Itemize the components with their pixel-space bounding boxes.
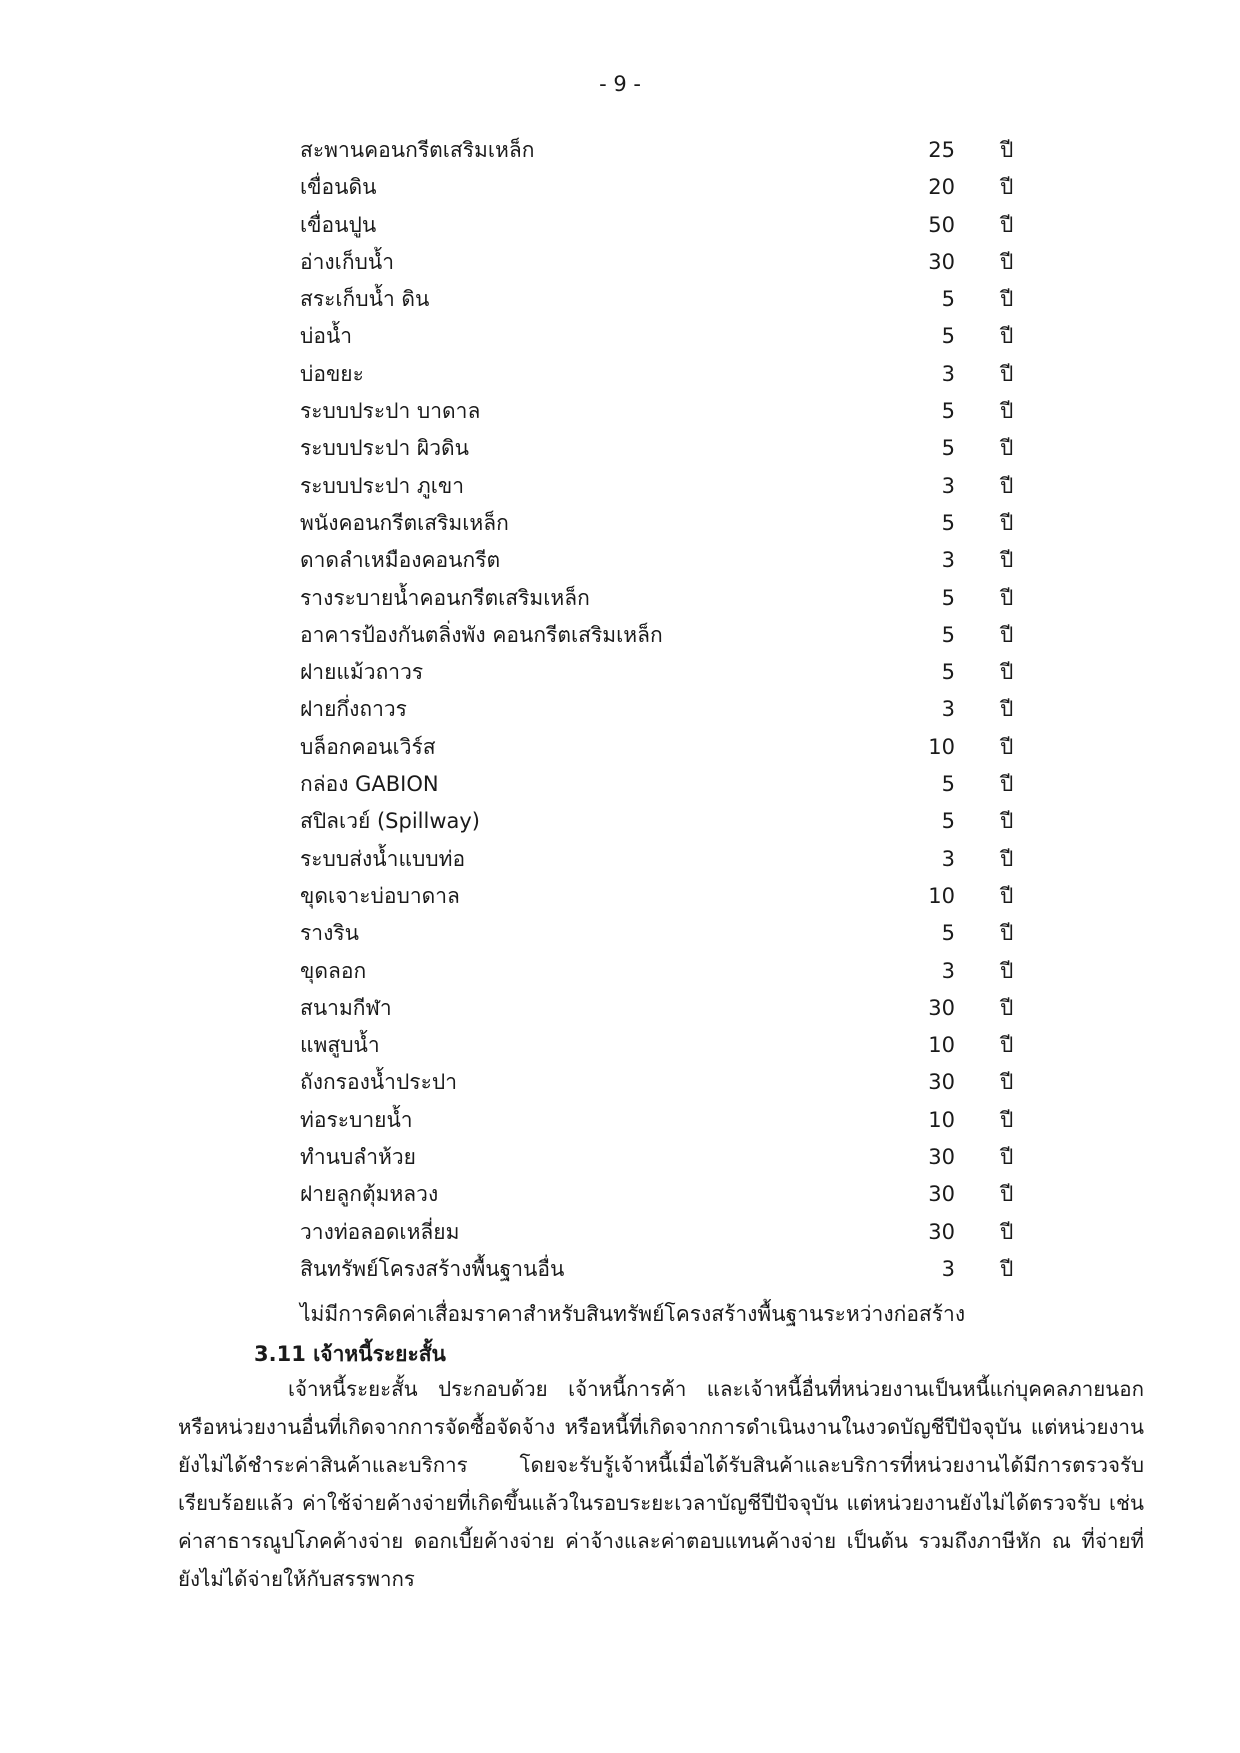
asset-name: บล็อกคอนเวิร์ส (300, 734, 436, 759)
asset-year-unit: ปี (1000, 212, 1014, 237)
asset-year-unit: ปี (1000, 175, 1014, 200)
paragraph-line: ค่าสาธารณูปโภคค้างจ่าย ดอกเบี้ยค้างจ่าย ค่าจ้างและค่าตอบแทนค้างจ่าย เป็นต้น รวมถึงภาษีหัก ณ ที่จ่ายที่ (178, 1529, 1144, 1553)
asset-row (300, 1214, 1040, 1251)
asset-year-unit: ปี (1000, 473, 1014, 498)
asset-useful-life-years: 10 (928, 883, 955, 908)
asset-useful-life-years: 30 (928, 249, 955, 274)
asset-year-unit: ปี (1000, 1182, 1014, 1207)
asset-row (300, 803, 1040, 840)
asset-row (300, 654, 1040, 691)
paragraph-line: ยังไม่ได้ชำระค่าสินค้าและบริการ โดยจะรับรู้เจ้าหนี้เมื่อได้รับสินค้าและบริการที่หน่วยงานได้มีการตรวจรับ (178, 1453, 1144, 1477)
asset-year-unit: ปี (1000, 921, 1014, 946)
asset-name: กล่อง GABION (300, 772, 439, 797)
asset-useful-life-years: 5 (941, 287, 955, 312)
asset-row (300, 468, 1040, 505)
asset-useful-life-years: 5 (941, 399, 955, 424)
asset-useful-life-years: 3 (941, 697, 955, 722)
asset-year-unit: ปี (1000, 734, 1014, 759)
asset-name: ฝายแม้วถาวร (300, 660, 424, 685)
asset-year-unit: ปี (1000, 622, 1014, 647)
asset-row (300, 766, 1040, 803)
asset-row (300, 207, 1040, 244)
asset-name: สปิลเวย์ (Spillway) (300, 809, 480, 834)
asset-useful-life-years: 25 (928, 138, 955, 162)
asset-useful-life-years: 30 (928, 1182, 955, 1207)
asset-year-unit: ปี (1000, 548, 1014, 573)
asset-name: ระบบประปา ภูเขา (300, 473, 465, 498)
paragraph-line: เรียบร้อยแล้ว ค่าใช้จ่ายค้างจ่ายที่เกิดขึ้นแล้วในรอบระยะเวลาบัญชีปีปัจจุบัน แต่หน่วยงานยังไม่ได้ตรวจรับ เช่น (178, 1491, 1144, 1515)
asset-useful-life-years: 5 (941, 660, 955, 685)
asset-year-unit: ปี (1000, 1033, 1014, 1058)
asset-name: พนังคอนกรีตเสริมเหล็ก (300, 510, 509, 535)
asset-name: ขุดลอก (300, 958, 367, 983)
asset-row (300, 1139, 1040, 1176)
asset-name: สนามกีฬา (300, 995, 392, 1020)
asset-row (300, 318, 1040, 355)
asset-name: รางริน (300, 921, 359, 946)
asset-name: รางระบายน้ำคอนกรีตเสริมเหล็ก (300, 585, 590, 610)
asset-name: ระบบประปา บาดาล (300, 399, 481, 424)
asset-year-unit: ปี (1000, 697, 1014, 722)
asset-useful-life-years: 20 (928, 175, 955, 200)
paragraph-line: หรือหน่วยงานอื่นที่เกิดจากการจัดซื้อจัดจ้าง หรือหนี้ที่เกิดจากการดำเนินงานในงวดบัญชีปีปัจจุบัน แต่หน่วยงาน (178, 1415, 1144, 1439)
paragraph-line: ยังไม่ได้จ่ายให้กับสรรพากร (178, 1567, 415, 1591)
asset-useful-life-years: 30 (928, 1219, 955, 1244)
asset-name: แพสูบน้ำ (300, 1033, 380, 1058)
asset-name: บ่อน้ำ (300, 324, 353, 349)
asset-name: ฝายลูกตุ้มหลวง (300, 1182, 439, 1207)
asset-useful-life-years: 30 (928, 995, 955, 1020)
asset-year-unit: ปี (1000, 958, 1014, 983)
asset-row (300, 580, 1040, 617)
asset-name: ถังกรองน้ำประปา (300, 1070, 457, 1095)
asset-row (300, 915, 1040, 952)
asset-useful-life-years: 3 (941, 473, 955, 498)
asset-useful-life-years: 10 (928, 734, 955, 759)
asset-year-unit: ปี (1000, 138, 1014, 162)
section-heading: 3.11 เจ้าหนี้ระยะสั้น (254, 1342, 446, 1366)
asset-useful-life-years: 3 (941, 1256, 955, 1281)
asset-year-unit: ปี (1000, 361, 1014, 386)
asset-row (300, 132, 1040, 169)
asset-row (300, 1064, 1040, 1101)
page-number: - 9 - (599, 72, 641, 96)
asset-year-unit: ปี (1000, 1256, 1014, 1281)
asset-useful-life-years: 3 (941, 958, 955, 983)
asset-row (300, 281, 1040, 318)
asset-year-unit: ปี (1000, 324, 1014, 349)
asset-row (300, 1251, 1040, 1288)
asset-useful-life-years: 5 (941, 585, 955, 610)
asset-row (300, 356, 1040, 393)
asset-name: ฝายกึ่งถาวร (300, 697, 407, 722)
asset-row (300, 1102, 1040, 1139)
asset-row (300, 617, 1040, 654)
asset-year-unit: ปี (1000, 809, 1014, 834)
asset-row (300, 990, 1040, 1027)
asset-year-unit: ปี (1000, 846, 1014, 871)
asset-row (300, 244, 1040, 281)
asset-name: วางท่อลอดเหลี่ยม (300, 1219, 460, 1244)
asset-name: บ่อขยะ (300, 361, 364, 386)
asset-useful-life-years: 5 (941, 324, 955, 349)
asset-row (300, 542, 1040, 579)
section-body (178, 1370, 1144, 1598)
asset-name: ระบบประปา ผิวดิน (300, 436, 469, 461)
asset-useful-life-years: 5 (941, 510, 955, 535)
asset-year-unit: ปี (1000, 1145, 1014, 1170)
asset-useful-life-years: 5 (941, 436, 955, 461)
asset-year-unit: ปี (1000, 249, 1014, 274)
asset-year-unit: ปี (1000, 399, 1014, 424)
asset-year-unit: ปี (1000, 1107, 1014, 1132)
asset-name: สินทรัพย์โครงสร้างพื้นฐานอื่น (300, 1256, 565, 1281)
asset-useful-life-years: 30 (928, 1145, 955, 1170)
asset-useful-life-years: 10 (928, 1107, 955, 1132)
asset-name: ดาดลำเหมืองคอนกรีต (300, 548, 501, 573)
asset-year-unit: ปี (1000, 510, 1014, 535)
asset-row (300, 505, 1040, 542)
asset-useful-life-years: 10 (928, 1033, 955, 1058)
asset-name: ระบบส่งน้ำแบบท่อ (300, 846, 466, 871)
asset-name: อาคารป้องกันตลิ่งพัง คอนกรีตเสริมเหล็ก (300, 622, 663, 647)
asset-year-unit: ปี (1000, 995, 1014, 1020)
asset-year-unit: ปี (1000, 883, 1014, 908)
asset-year-unit: ปี (1000, 436, 1014, 461)
asset-useful-life-years: 5 (941, 809, 955, 834)
paragraph-line: เจ้าหนี้ระยะสั้น ประกอบด้วย เจ้าหนี้การค้า และเจ้าหนี้อื่นที่หน่วยงานเป็นหนี้แก่บุคคลภายนอก (288, 1377, 1144, 1401)
asset-useful-life-years: 50 (928, 212, 955, 237)
asset-row (300, 169, 1040, 206)
asset-year-unit: ปี (1000, 1219, 1014, 1244)
asset-row (300, 953, 1040, 990)
asset-name: ทำนบลำห้วย (300, 1145, 416, 1170)
asset-useful-life-years: 5 (941, 921, 955, 946)
asset-year-unit: ปี (1000, 585, 1014, 610)
asset-useful-life-years: 5 (941, 622, 955, 647)
asset-row (300, 1176, 1040, 1213)
asset-year-unit: ปี (1000, 660, 1014, 685)
asset-year-unit: ปี (1000, 772, 1014, 797)
asset-year-unit: ปี (1000, 1070, 1014, 1095)
asset-row (300, 430, 1040, 467)
asset-row (300, 841, 1040, 878)
asset-row (300, 691, 1040, 728)
asset-useful-life-list (300, 132, 1040, 1288)
asset-useful-life-years: 3 (941, 361, 955, 386)
asset-name: ท่อระบายน้ำ (300, 1107, 413, 1132)
asset-name: เขื่อนปูน (300, 212, 377, 237)
asset-useful-life-years: 5 (941, 772, 955, 797)
asset-row (300, 1027, 1040, 1064)
asset-name: สะพานคอนกรีตเสริมเหล็ก (300, 138, 535, 162)
asset-name: ขุดเจาะบ่อบาดาล (300, 883, 460, 908)
asset-row (300, 729, 1040, 766)
asset-row (300, 878, 1040, 915)
asset-useful-life-years: 3 (941, 846, 955, 871)
asset-year-unit: ปี (1000, 287, 1014, 312)
asset-name: อ่างเก็บน้ำ (300, 249, 395, 274)
asset-useful-life-years: 30 (928, 1070, 955, 1095)
asset-name: เขื่อนดิน (300, 175, 377, 200)
asset-row (300, 393, 1040, 430)
asset-name: สระเก็บน้ำ ดิน (300, 287, 430, 312)
depreciation-note: ไม่มีการคิดค่าเสื่อมราคาสำหรับสินทรัพย์โครงสร้างพื้นฐานระหว่างก่อสร้าง (300, 1302, 966, 1326)
asset-useful-life-years: 3 (941, 548, 955, 573)
